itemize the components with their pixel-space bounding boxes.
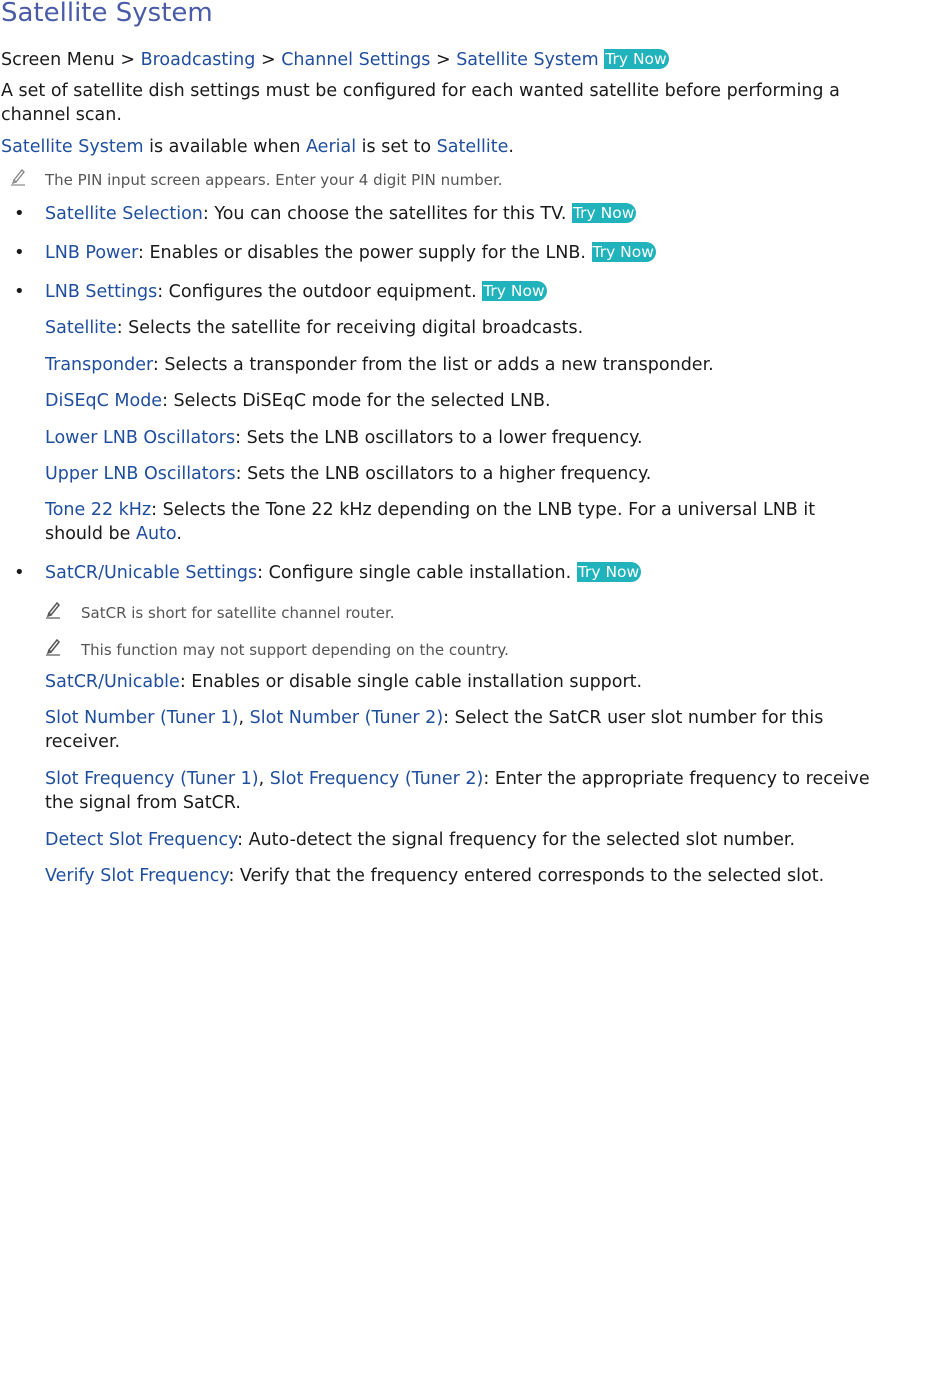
term-satellite-selection: Satellite Selection (45, 204, 203, 224)
term-slot-number-tuner-1: Slot Number (Tuner 1) (45, 708, 239, 728)
text: is available when (149, 137, 301, 157)
satcr-sub-slot-number (45, 706, 845, 754)
text: . (508, 137, 514, 157)
term-satcr-unicable: SatCR/Unicable (45, 672, 180, 692)
try-now-button[interactable]: Try Now (572, 204, 635, 222)
bullet-dot: • (14, 562, 25, 583)
term-satellite: Satellite (45, 318, 117, 338)
satcr-sub-unicable (45, 670, 642, 694)
bullet-lnb-settings (45, 280, 547, 304)
description: : Enables or disables the power supply for the LNB. (138, 243, 586, 263)
breadcrumb-separator: > (260, 50, 276, 70)
lnb-sub-upper-oscillators (45, 462, 651, 486)
description: : Enables or disable single cable installation support. (179, 672, 643, 692)
description: : Verify that the frequency entered corresponds to the selected slot. (228, 866, 825, 886)
breadcrumb-broadcasting[interactable]: Broadcasting (140, 50, 256, 70)
term-satcr-unicable-settings: SatCR/Unicable Settings (45, 563, 258, 583)
text: is set to (361, 137, 432, 157)
term-slot-number-tuner-2: Slot Number (Tuner 2) (249, 708, 444, 728)
bullet-dot: • (14, 203, 25, 224)
term-auto: Auto (136, 524, 177, 544)
term-lower-lnb-oscillators: Lower LNB Oscillators (45, 428, 236, 448)
bullet-lnb-power (45, 241, 656, 265)
lnb-sub-lower-oscillators (45, 426, 643, 450)
term-satellite: Satellite (436, 137, 509, 157)
lnb-sub-tone-22khz (45, 498, 875, 546)
breadcrumb-satellite-system[interactable]: Satellite System (456, 50, 599, 70)
lnb-sub-diseqc-mode (45, 389, 551, 413)
try-now-button[interactable]: Try Now (577, 563, 640, 581)
term-slot-frequency-tuner-2: Slot Frequency (Tuner 2) (269, 769, 484, 789)
availability-line (1, 135, 514, 159)
description: : Auto-detect the signal frequency for the selected slot number. (237, 830, 796, 850)
description: : Enter the appropriate frequency to receive the signal from SatCR. (45, 769, 870, 813)
page-title: Satellite System (1, 0, 213, 28)
term-verify-slot-frequency: Verify Slot Frequency (45, 866, 229, 886)
lnb-sub-transponder (45, 353, 714, 377)
bullet-satcr-unicable-settings (45, 561, 641, 585)
pencil-icon (44, 637, 62, 656)
term-detect-slot-frequency: Detect Slot Frequency (45, 830, 238, 850)
description: : Sets the LNB oscillators to a higher frequency. (235, 464, 652, 484)
bullet-dot: • (14, 281, 25, 302)
term-lnb-settings: LNB Settings (45, 282, 158, 302)
breadcrumb-separator: > (435, 50, 451, 70)
satcr-sub-verify (45, 864, 824, 888)
bullet-satellite-selection (45, 202, 636, 226)
intro-paragraph: A set of satellite dish settings must be configured for each wanted satellite before performing a channel scan. (1, 81, 840, 125)
description: : You can choose the satellites for this TV. (202, 204, 567, 224)
term-transponder: Transponder (45, 355, 153, 375)
description: : Selects a transponder from the list or adds a new transponder. (152, 355, 714, 375)
description: : Selects DiSEqC mode for the selected LNB. (162, 391, 551, 411)
term-upper-lnb-oscillators: Upper LNB Oscillators (45, 464, 236, 484)
description: : Sets the LNB oscillators to a lower frequency. (235, 428, 643, 448)
country-note: This function may not support depending on the country. (81, 641, 509, 659)
breadcrumb (1, 48, 669, 72)
description: : Selects the Tone 22 kHz depending on the LNB type. For a universal LNB it should be (45, 500, 816, 544)
text: , (258, 769, 265, 789)
breadcrumb-root: Screen Menu (1, 50, 115, 70)
satcr-note: SatCR is short for satellite channel router. (81, 604, 395, 622)
term-tone-22khz: Tone 22 kHz (45, 500, 152, 520)
description: : Configures the outdoor equipment. (157, 282, 477, 302)
term-aerial: Aerial (306, 137, 357, 157)
description: : Configure single cable installation. (257, 563, 572, 583)
description: : Selects the satellite for receiving digital broadcasts. (116, 318, 584, 338)
bullet-dot: • (14, 242, 25, 263)
term-lnb-power: LNB Power (45, 243, 139, 263)
lnb-sub-satellite (45, 316, 583, 340)
pencil-icon (44, 600, 62, 619)
breadcrumb-channel-settings[interactable]: Channel Settings (281, 50, 431, 70)
try-now-button[interactable]: Try Now (605, 50, 667, 68)
term-satellite-system: Satellite System (1, 137, 144, 157)
satcr-sub-detect (45, 828, 795, 852)
text: , (238, 708, 245, 728)
term-slot-frequency-tuner-1: Slot Frequency (Tuner 1) (45, 769, 259, 789)
try-now-button[interactable]: Try Now (592, 243, 654, 261)
description: : Select the SatCR user slot number for this receiver. (45, 708, 824, 752)
satcr-sub-slot-frequency (45, 767, 875, 815)
try-now-button[interactable]: Try Now (483, 282, 545, 300)
term-diseqc-mode: DiSEqC Mode (45, 391, 163, 411)
pin-note: The PIN input screen appears. Enter your 4 digit PIN number. (45, 171, 503, 189)
text: . (176, 524, 182, 544)
pencil-icon (9, 167, 27, 186)
breadcrumb-separator: > (120, 50, 136, 70)
